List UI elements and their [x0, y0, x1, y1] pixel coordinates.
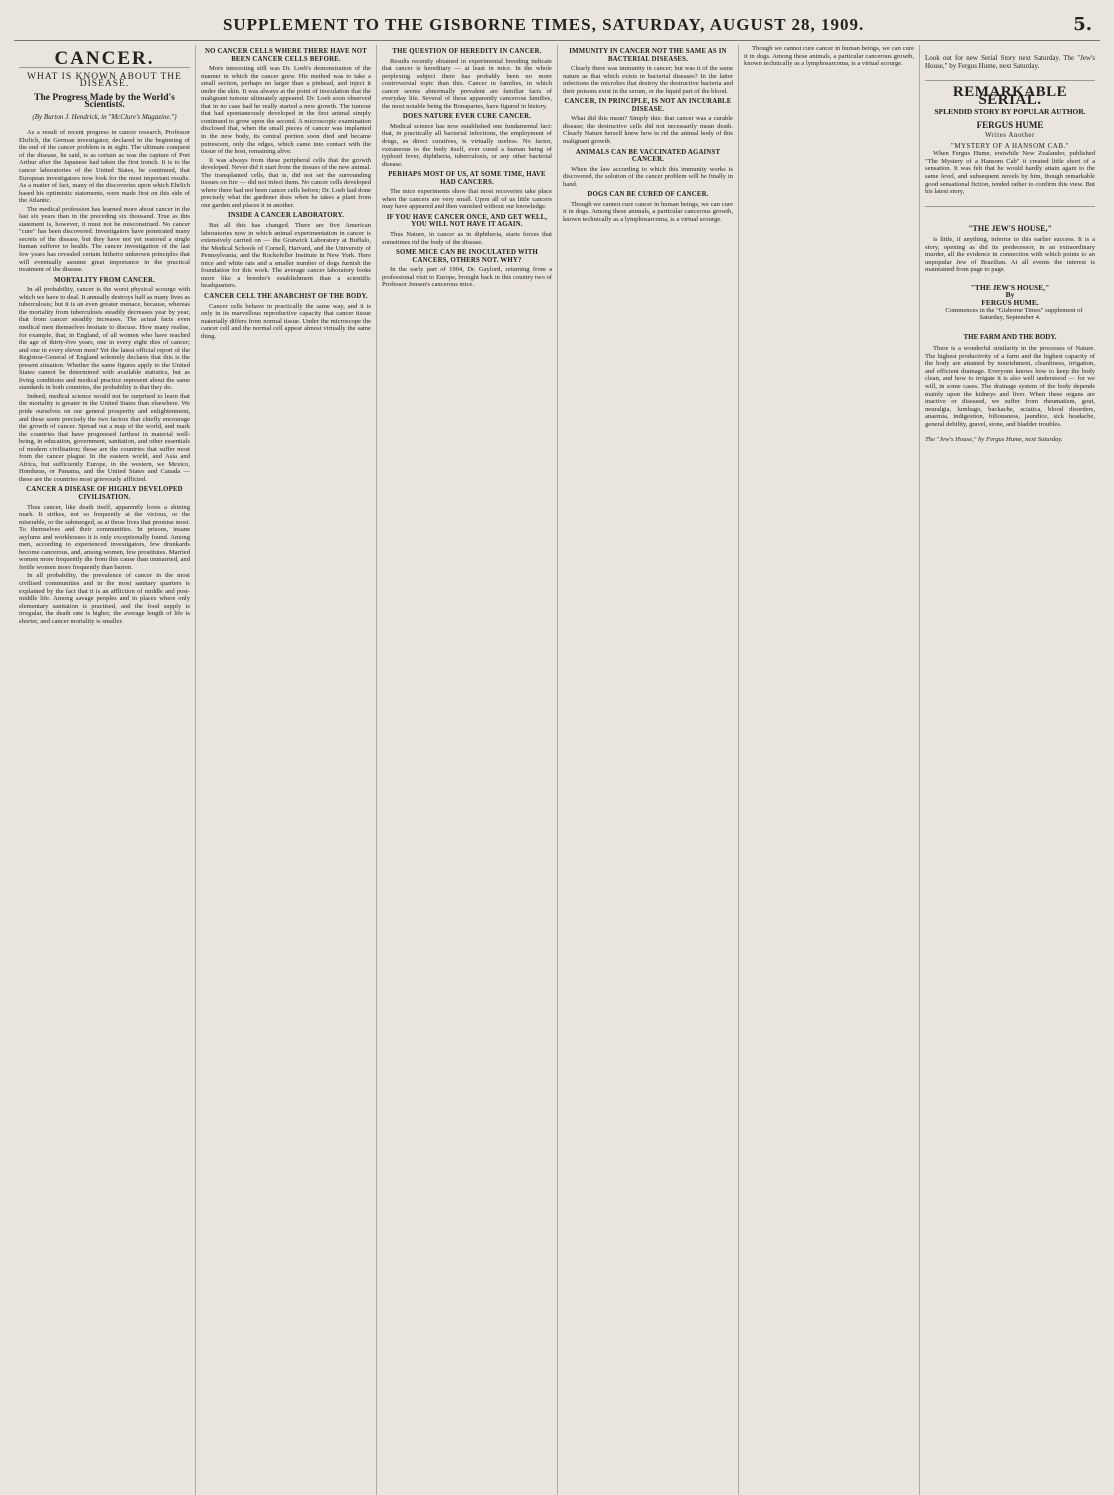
column-3: [376, 45, 557, 1495]
article-subheadline: The Progress Made by the World's Scientists.: [34, 92, 175, 111]
paragraph: In all probability, cancer is the worst physical scourge with which we have to deal. It annually destroys half as many lives as tuberculosis; but it is an even greater menace, because, whereas the mortality from tuberculosis steadily decreases year by year, that from cancer steadily increases. The actual facts even medical men themselves hesitate to discuss. How many realise, for example, that, in England, of all women who have reached the age of thirty-five years, one in every eight dies of cancer; and one in every eleven men? Yet the latest official report of the Registrar-General of England solemnly declares that this is the present situation. Whether the same figures apply to the United States cannot be determined with available statistics, but as living conditions and medical practice represent about the same standards in both countries, the probability is that they do.: [19, 286, 190, 392]
paragraph: When the law according to which this immunity works is discovered, the solution of the cancer problem will be finally in hand.: [563, 165, 733, 188]
serial-subtitle: SPLENDID STORY BY POPULAR AUTHOR.: [934, 107, 1086, 117]
paragraph: As a result of recent progress in cancer research, Professor Ehrlich, the German investigator, declared in the beginning of the end of the cancer problem is in sight. The ultimate conquest of the disease, he said, is as certain as was the capture of Port Arthur after the Japanese had taken the first trench. It is to the cancer laboratories of the United States, he continued, that European investigators now look for the most important results. As a matter of fact, many of the discoveries upon which Ehrlich based his optimistic statements, were made first on this side of the Atlantic.: [19, 129, 190, 205]
paragraph: Though we cannot cure cancer in human beings, we can cure it in dogs. Among these animals, a particular cancerous growth, known technically as a lymphosarcoma, is a virtual scourge.: [744, 45, 914, 68]
serial-author: FERGUS HUME: [976, 119, 1044, 130]
section-heading: DOES NATURE EVER CURE CANCER.: [402, 113, 532, 121]
section-heading: CANCER CELL THE ANARCHIST OF THE BODY.: [204, 292, 368, 300]
paragraph: Results recently obtained in experimental breeding indicate that cancer is hereditary — at least in mice. In the whole perplexing subject there has probably been no more controversial topic than this. Cancer in families, in which cancer seems abnormally prevalent are familiar facts of everyday life. Several of these apparently cancerous families, the most notable being the Bonapartes, have figured in history.: [382, 57, 552, 110]
paragraph: Medical science has now established one fundamental fact: that, in practically all bacterial infections, the employment of drugs, as direct curatives, is virtually useless. No factor, extraneous to the body itself, ever cured a human being of typhoid fever, diphtheria, tuberculosis, or any other bacterial disease.: [382, 122, 552, 168]
farm-heading: THE FARM AND THE BODY.: [963, 332, 1057, 341]
section-heading: DOGS CAN BE CURED OF CANCER.: [587, 191, 709, 199]
paragraph: is little, if anything, inferior to this earlier success. It is a story, opening as did its predecessor, in an extraordinary murder, all the evidence in connection with which points to an unpopular Jew of Brazilian. At all events the interest is maintained from page to page.: [925, 236, 1095, 274]
paragraph: Though we cannot cure cancer in human beings, we can cure it in dogs. Among these animals, a particular cancerous growth, known technically as a lymphosarcoma, is a virtual scourge.: [563, 200, 733, 223]
paragraph: There is a wonderful similarity in the processes of Nature. The highest productivity of a farm and the highest capacity of the body are attained by nourishment, cleanliness, irrigation, and efficient drainage. Everyone knows how to keep the body clean, and how to irrigate it is also well understood — for we will, in some cases. The drainage system of the body depends mainly upon the kidneys and liver. When these organs are inactive or diseased, we suffer from rheumatism, gout, neuralgia, lumbago, backache, sciatica, blood disorders, anaemia, indigestion, biliousness, jaundice, sick headache, general debility, gravel, stone, and bladder troubles.: [925, 345, 1095, 428]
section-heading: PERHAPS MOST OF US, AT SOME TIME, HAVE HAD CANCERS.: [388, 171, 546, 186]
column-1: [14, 45, 195, 1495]
serial-commences: [925, 284, 1095, 322]
paragraph: In the early part of 1904, Dr. Gaylord, returning from a professional visit to Europe, brought back in this country two of Professor Jensen's cancerous mice.: [382, 266, 552, 289]
paragraph: The mice experiments show that most recoveries take place when the cancers are very small. Upon all of us little cancers may have appeared and then vanished without our knowledge.: [382, 188, 552, 211]
paragraph: Clearly there was immunity in cancer; but was it of the same nature as that which exists in bacterial diseases? In the latter infections the microbes that destroy the destructive bacteria and their poisons exist in the serum, or the liquid part of the blood.: [563, 65, 733, 95]
section-heading: INSIDE A CANCER LABORATORY.: [227, 212, 345, 220]
section-heading: CANCER A DISEASE OF HIGHLY DEVELOPED CIVILISATION.: [26, 486, 183, 501]
masthead: [14, 10, 1100, 41]
paragraph: Thus cancer, like death itself, apparently loves a shining mark. It strikes, not so frequently at the vicious, or the miserable, or the submerged, as at those lives that promise most. To themselves and their communities. In prisons, insane asylums and workhouses it is only exceptionally found. Among men, according to experienced investigators, few drunkards become cancerous, and, among women, few prostitutes. Married women more frequently die from this cause than unmarried, and fertile women more frequently than barren.: [19, 503, 190, 571]
page-number: 5.: [1073, 14, 1092, 35]
serial-work: "MYSTERY OF A HANSOM CAB.": [950, 141, 1070, 150]
paragraph: But all this has changed. There are five American laboratories now in which animal experimentation in cancer is extensively carried on — the Gratwick Laboratory at Buffalo, the Medical Schools of Cornell, Harvard, and the University of Pennsylvania, and the Rockefeller Institute in New York. Here mice and white rats and a smaller number of dogs furnish the foundation for this work. The average cancer laboratory looks more like a breeder's establishment than a scientific headquarters.: [201, 222, 371, 290]
paragraph: It was always from these peripheral cells that the growth developed. Never did it start from the tissues of the new animal. The transplanted cells, that is, did not set the surrounding tissues on fire — did not infect them. No cancer cells developed where there had not been cancer cells before; Dr. Loeb had done precisely what the gardener does when he takes a plant from one garden and places it in another.: [201, 156, 371, 209]
section-heading: ANIMALS CAN BE VACCINATED AGAINST CANCER.: [575, 148, 721, 164]
paragraph: In all probability, the prevalence of cancer in the most civilised communities and in the most sanitary quarters is explained by the fact that it is an affliction of middle and post-middle life. Among savage peoples and in places where only elementary sanitation is practised, and the food supply is irregular, the death rate is higher, the average length of life is shorter, and cancer mortality is smaller.: [19, 572, 190, 625]
paragraph: Cancer cells behave in practically the same way, and it is only in its marvellous reproductive capacity that cancer tissue materially differs from normal tissue. Under the microscope the cancer cell and the normal cell appear almost virtually the same thing.: [201, 302, 371, 340]
paragraph: The medical profession has learned more about cancer in the last six years than in the preceding six thousand. True as this statement is, however, it must not be misconstrued. No cancer "cure" has been discovered. Investigators have penetrated many secrets of the disease, but they have not yet restored a single human sufferer to health. The cancer investigation of the last few years has revealed certain hitherto unknown principles that will eventually assume great importance in the practical treatment of the disease.: [19, 205, 190, 274]
footer-note: The "Jew's House," by Fergus Hume, next Saturday.: [925, 436, 1063, 444]
paragraph: What did this mean? Simply this: that cancer was a curable disease; the destructive cells did not necessarily mean death. Clearly Nature herself knew how to rid the animal body of this malignant growth.: [563, 115, 733, 146]
section-heading: THE QUESTION OF HEREDITY IN CANCER.: [392, 48, 542, 55]
article-headline: WHAT IS KNOWN ABOUT THE DISEASE.: [27, 71, 182, 90]
byline: (By Burton J. Hendrick, in "McClure's Magazine."): [32, 112, 177, 121]
notice-text: Commences in the "Gisborne Times" supplement of Saturday, September 4.: [945, 306, 1083, 322]
section-heading: MORTALITY FROM CANCER.: [53, 276, 155, 284]
paragraph: When Fergus Hume, erstwhile New Zealander, published "The Mystery of a Hansom Cab" it created little short of a sensation. It was felt that he would hardly attain again to the same level, and subsequent novels by him, though remarkable good sensational fiction, tended rather to confirm this view. But his latest story,: [925, 150, 1095, 196]
serial-title: REMARKABLE SERIAL.: [952, 84, 1068, 108]
section-heading: SOME MICE CAN BE INOCULATED WITH CANCERS, OTHERS NOT. WHY?: [396, 249, 538, 264]
serial-notice: Look out for new Serial Story next Saturday. The "Jew's House," by Fergus Hume, next Saturday.: [925, 54, 1095, 70]
article-title: CANCER.: [19, 55, 190, 68]
masthead-title: SUPPLEMENT TO THE GISBORNE TIMES, SATURDAY, AUGUST 28, 1909.: [222, 15, 865, 34]
notice-author: FERGUS HUME.: [981, 298, 1039, 308]
section-heading: IF YOU HAVE CANCER ONCE, AND GET WELL, YOU WILL NOT HAVE IT AGAIN.: [386, 213, 548, 229]
column-6: [919, 45, 1100, 1495]
serial-writes: Writes Another: [985, 131, 1035, 140]
section-heading: NO CANCER CELLS WHERE THERE HAVE NOT BEEN CANCER CELLS BEFORE.: [204, 48, 368, 63]
serial-quote: "THE JEW'S HOUSE,": [968, 223, 1052, 233]
column-5: [738, 45, 919, 1495]
paragraph: Indeed, medical science would not be surprised to learn that the mortality is greater in the United States than elsewhere. We pride ourselves on our general prosperity and enlightenment, and these seem precisely the two factors that chiefly encourage the growth of cancer. Spread out a map of the world, and mark the countries that have progressed farthest in material well-being, in education, government, sanitation, and other essentials of modern civilisation; those are the countries that suffer most from the cancer plague. In the eastern world, and Asia and Africa, but sufficiently Europe, in the western, we Mexico, Honduras, or Panama, and the United States and Canada — these are the countries most grievously afflicted.: [19, 392, 190, 483]
article-columns: [14, 45, 1100, 1495]
section-heading: CANCER, IN PRINCIPLE, IS NOT AN INCURABLE DISEASE.: [564, 98, 732, 113]
column-2: [195, 45, 376, 1495]
serial-advert: [925, 80, 1095, 150]
notice-by: By: [1005, 290, 1015, 300]
notice-title: "THE JEW'S HOUSE,": [970, 282, 1050, 292]
paragraph: Thus Nature, in cancer as in diphtheria, starts forces that sometimes rid the body of the disease.: [382, 231, 552, 246]
paragraph: More interesting still was Dr. Loeb's demonstration of the manner in which the cancer grew. His method was to take a small section, perhaps no larger than a pinhead, and inject it under the skin. It was always at the point of inoculation that the malignant tumour ultimately appeared. Dr. Loeb soon observed that in no case had he really started a new growth. The tumour that had spontaneously developed in the first animal simply continued to grow upon the second. A microscopic examination disclosed that, when the small pieces of cancer was implanted in the new body, its central portion soon died and became putrescent, only the edges, which came into contact with the tissue of the host, remaining alive.: [201, 65, 371, 156]
column-4: [557, 45, 738, 1495]
section-heading: IMMUNITY IN CANCER NOT THE SAME AS IN BACTERIAL DISEASES.: [569, 48, 727, 63]
